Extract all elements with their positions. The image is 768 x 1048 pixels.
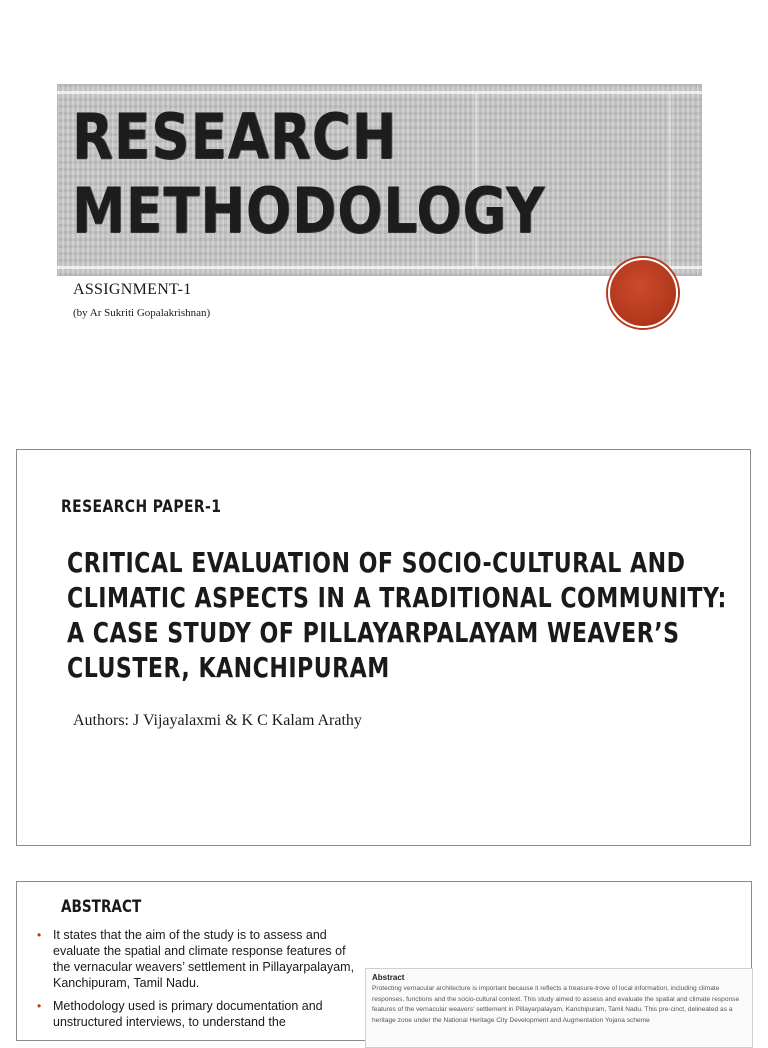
decorative-red-circle: [608, 258, 678, 328]
list-item: [35, 927, 365, 991]
author-byline: (by Ar Sukriti Gopalakrishnan): [73, 307, 211, 319]
main-title: [72, 100, 545, 248]
bullet-icon: •: [37, 999, 42, 1013]
main-title-line-1: RESEARCH: [72, 100, 398, 173]
title-slide: [0, 0, 768, 430]
list-item: [35, 998, 365, 1030]
bullet-icon: •: [37, 928, 42, 942]
banner-texture-line: [669, 94, 671, 266]
paper-authors: Authors: J Vijayalaxmi & K C Kalam Arathy: [73, 712, 362, 729]
banner-stripe-bottom: [57, 266, 702, 269]
excerpt-text: Protecting vernacular architecture is important because it reflects a treasure-trove of local information, including climate responses, functions and the socio-cultural context. This study aimed to assess and evaluate the spatial and climate response features of the vernacular weavers’ settlement in Pillayarpalayam, Kanchipuram, Tamil Nadu. This pre-cinct, delineated as a heritage zone under the National Heritage City Development and Augmentation Yojana scheme: [372, 985, 740, 1024]
paper-label: RESEARCH PAPER-1: [61, 497, 222, 517]
abstract-heading: ABSTRACT: [61, 897, 142, 917]
paper-title-line-4: CLUSTER, KANCHIPURAM: [67, 651, 390, 684]
excerpt-title: Abstract: [372, 973, 405, 982]
bullet-text: Methodology used is primary documentation and unstructured interviews, to understand the: [53, 999, 323, 1029]
paper-title-line-1: CRITICAL EVALUATION OF SOCIO-CULTURAL AND: [67, 546, 686, 579]
paper-title-line-3: A CASE STUDY OF PILLAYARPALAYAM WEAVER’S: [67, 616, 680, 649]
main-title-line-2: METHODOLOGY: [72, 174, 546, 247]
bullet-text: It states that the aim of the study is to assess and evaluate the spatial and climate response features of the vernacular weavers’ settlement in Pillayarpalayam, Kanchipuram, Tamil Nadu.: [53, 928, 355, 990]
paper-title: [67, 545, 727, 685]
paper-title-line-2: CLIMATIC ASPECTS IN A TRADITIONAL COMMUNITY:: [67, 581, 727, 614]
abstract-bullet-list: [35, 927, 365, 1037]
paper-slide: [16, 449, 751, 846]
banner-stripe-top: [57, 91, 702, 94]
abstract-excerpt-image: [365, 968, 753, 1048]
assignment-label: ASSIGNMENT-1: [73, 281, 192, 298]
abstract-slide: [16, 881, 752, 1041]
